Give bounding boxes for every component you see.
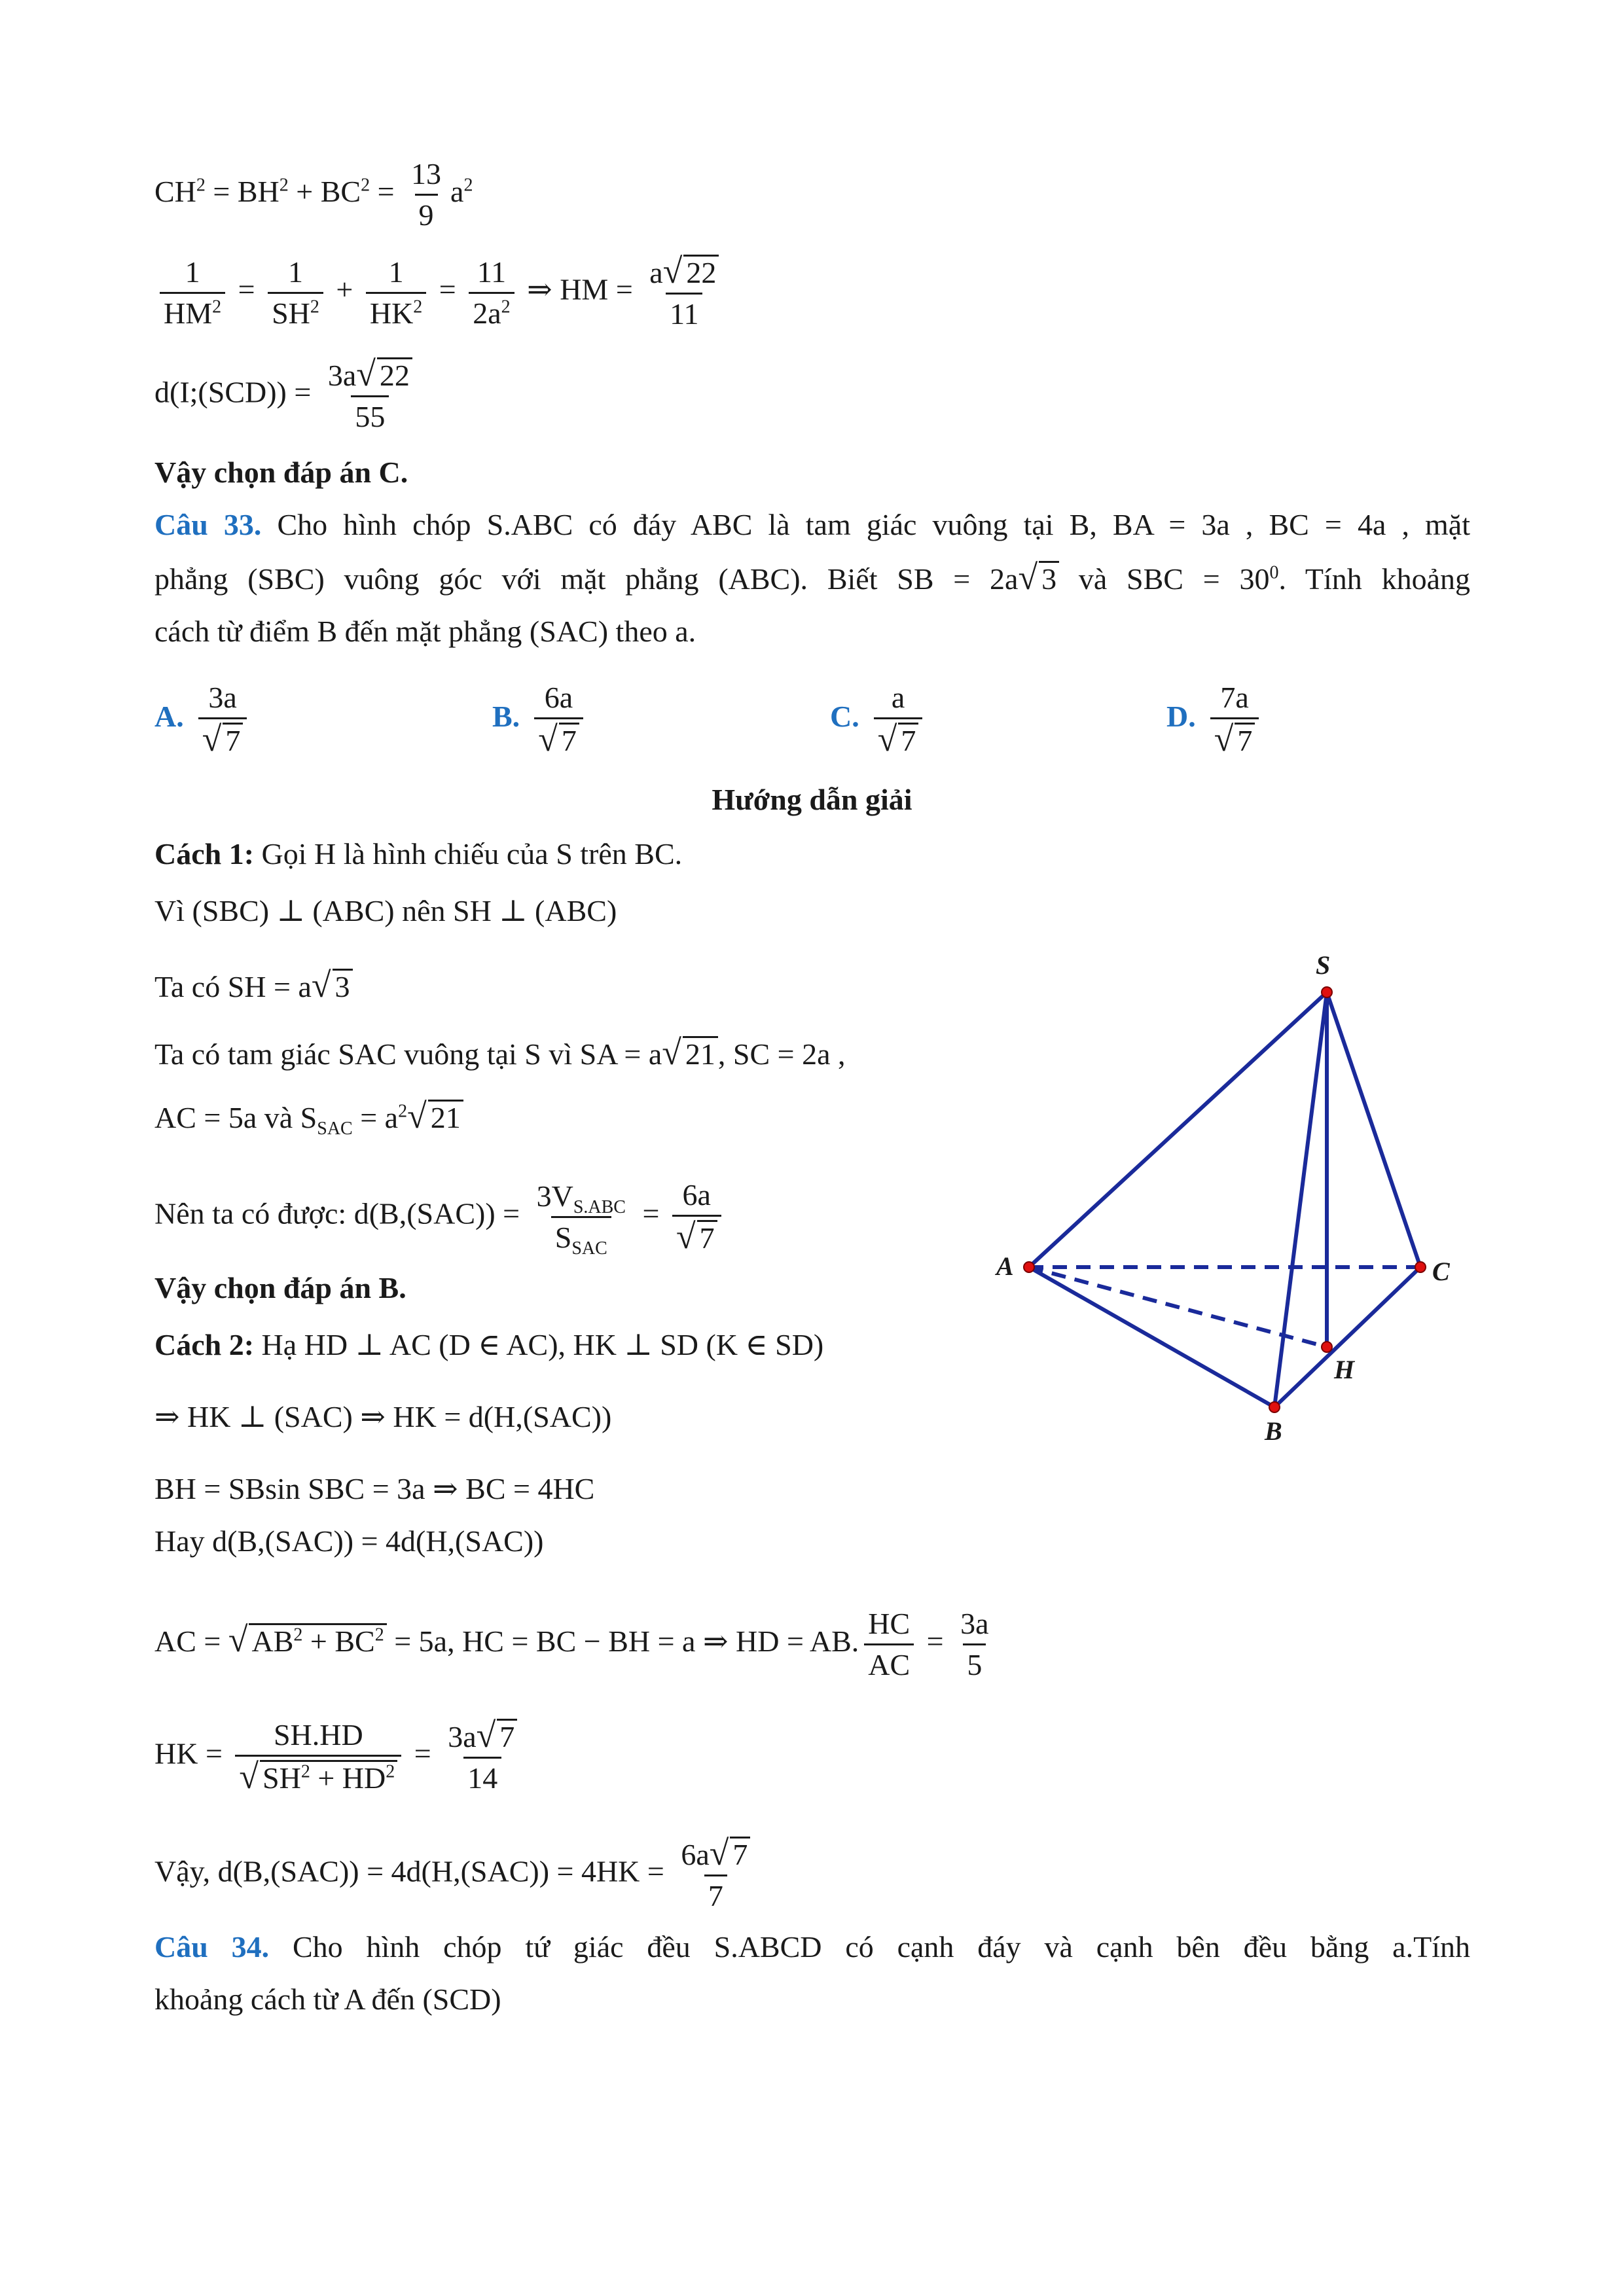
edge-ab [1029, 1267, 1274, 1407]
guide-title: Hướng dẫn giải [712, 783, 912, 816]
edge-ah-hidden [1029, 1267, 1327, 1347]
question-34-label: Câu 34. [154, 1930, 270, 1964]
sol1-line6: Nên ta có được: d(B,(SAC)) = $\frac{3V_{S.ABC}}{S_{SAC}}$ = $\frac{6a}{√ 7}$ [154, 1178, 727, 1255]
sol2-line7: Vậy, d(B,(SAC)) = 4d(H,(SAC)) = 4HK = $\frac{6a√ 7}{7}$ [154, 1836, 759, 1913]
sol1-line3: Ta có SH = a√ 3 [154, 965, 353, 1007]
sol1-line2: Vì (SBC) ⊥ (ABC) nên SH ⊥ (ABC) [154, 894, 617, 927]
option-d[interactable]: D. $\frac{7a}{√ 7}$ [1166, 681, 1264, 758]
question-33-label: Câu 33. [154, 508, 262, 541]
eq-hm: $\frac{1}{HM^2}$ = $\frac{1}{SH^2}$ + $\frac{1}{HK^2}$ = $\frac{11}{2a^2}$ ⇒ HM = $\frac{a√ 22}{11}$ [154, 254, 728, 331]
sol2-line4: Hay d(B,(SAC)) = 4d(H,(SAC)) [154, 1524, 544, 1558]
sol2-line3: BH = SBsin SBC = 3a ⇒ BC = 4HC [154, 1472, 595, 1505]
point-c [1415, 1262, 1426, 1272]
sol1-line4: Ta có tam giác SAC vuông tại S vì SA = a√ 21, SC = 2a , [154, 1033, 846, 1072]
question-33: Câu 33. Cho hình chóp S.ABC có đáy ABC là tam giác vuông tại B, BA = 3a , BC = 4a , mặt phẳng (SBC) vuông góc với mặt phẳng (ABC). Biết SB = 2a√ 3 và SBC = $30^0$. Tính khoảng cách từ điểm B đến mặt phẳng (SAC) theo a. [154, 508, 1471, 648]
sol2-line6: HK = $\frac{SH.HD}{√ SH^2 + HD^2}$ = $\frac{3a√ 7}{14}$ [154, 1718, 526, 1795]
answer-c33: Vậy chọn đáp án B. [154, 1271, 406, 1304]
label-s: S [1316, 950, 1331, 980]
point-h [1322, 1342, 1332, 1352]
option-b[interactable]: B. $\frac{6a}{√ 7}$ [492, 681, 588, 758]
edge-sa [1029, 992, 1327, 1267]
eq-ch-squared: $CH^2 = BH^2 + BC^2$ = $\frac{13}{9}$ $a^2$ [154, 157, 473, 232]
question-34: Câu 34. Cho hình chóp tứ giác đều S.ABCD có cạnh đáy và cạnh bên đều bằng a.Tính khoảng cách từ A đến (SCD) [154, 1930, 1470, 2016]
label-b: B [1265, 1416, 1282, 1446]
edge-sc [1327, 992, 1420, 1267]
answer-c32: Vậy chọn đáp án C. [154, 456, 408, 489]
label-h: H [1334, 1355, 1355, 1384]
label-c: C [1432, 1257, 1450, 1286]
edge-bc [1274, 1267, 1420, 1407]
sol2-line1: Cách 2: Hạ HD ⊥ AC (D ∈ AC), HK ⊥ SD (K ∈ SD) [154, 1328, 824, 1361]
point-s [1322, 987, 1332, 997]
sol2-line2: ⇒ HK ⊥ (SAC) ⇒ HK = d(H,(SAC)) [154, 1400, 612, 1433]
label-a: A [996, 1251, 1014, 1281]
point-b [1269, 1402, 1280, 1412]
sol1-line5: AC = 5a và $S_{SAC} = a^2√$ 21 [154, 1096, 463, 1138]
sol1-intro: Cách 1: Gọi H là hình chiếu của S trên BC. [154, 837, 683, 870]
edge-sb [1274, 992, 1327, 1407]
sol2-line5: AC = √ $AB^2 + BC^2 = 5a$, HC = BC − BH = a ⇒ HD = AB. $\frac{HC}{AC}$ = $\frac{3a}{5}$ [154, 1607, 989, 1681]
pyramid-figure [982, 942, 1479, 1466]
eq-distance-i-scd: d(I;(SCD)) = $\frac{3a√ 22}{55}$ [154, 357, 422, 434]
option-c[interactable]: C. $\frac{a}{√ 7}$ [830, 681, 928, 758]
option-a[interactable]: A. $\frac{3a}{√ 7}$ [154, 681, 252, 758]
point-a [1024, 1262, 1034, 1272]
